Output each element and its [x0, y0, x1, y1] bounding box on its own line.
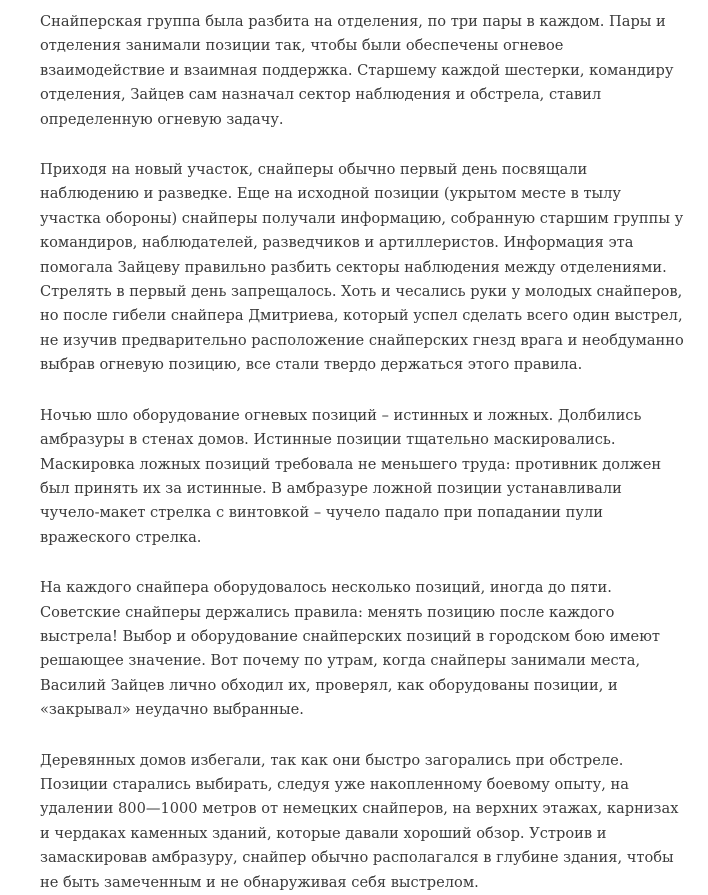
paragraph: Деревянных домов избегали, так как они быстро загорались при обстреле. Позиции старались выбирать, следуя уже накопленному боевому опыту, на удалении 800—1000 метров от немецких снайперов, на верхних этажах, карнизах и чердаках каменных зданий, которые давали хороший обзор. Устроив и замаскировав амбразуру, снайпер обычно располагался в глубине здания, чтобы не быть замеченным и не обнаруживая себя выстрелом.	[40, 751, 679, 891]
paragraph: На каждого снайпера оборудовалось несколько позиций, иногда до пяти. Советские снайперы держались правила: менять позицию после каждого выстрела! Выбор и оборудование снайперских позиций в городском бою имеют решающее значение. Вот почему по утрам, когда снайперы занимали места, Василий Зайцев лично обходил их, проверял, как оборудованы позиции, и «закрывал» неудачно выбранные.	[40, 579, 660, 719]
paragraph: Приходя на новый участок, снайперы обычно первый день посвящали наблюдению и разведке. Еще на исходной позиции (укрытом месте в тылу участка обороны) снайперы получали информацию, собранную старшим группы у командиров, наблюдателей, разведчиков и артиллеристов. Информация эта помогала Зайцеву правильно разбить секторы наблюдения между отделениями. Стрелять в первый день запрещалось. Хоть и чесались руки у молодых снайперов, но после гибели снайпера Дмитриева, который успел сделать всего один выстрел, не изучив предварительно расположение снайперских гнезд врага и необдуманно выбрав огневую позицию, все стали твердо держаться этого правила.	[40, 161, 684, 374]
paragraph: Ночью шло оборудование огневых позиций – истинных и ложных. Долбились амбразуры в стенах домов. Истинные позиции тщательно маскировались. Маскировка ложных позиций требовала не меньшего труда: противник должен был принять их за истинные. В амбразуре ложной позиции устанавливали чучело-макет стрелка с винтовкой – чучело падало при попадании пули вражеского стрелка.	[40, 406, 662, 546]
paragraph: Снайперская группа была разбита на отделения, по три пары в каждом. Пары и отделения занимали позиции так, чтобы были обеспечены огневое взаимодействие и взаимная поддержка. Старшему каждой шестерки, командиру отделения, Зайцев сам назначал сектор наблюдения и обстрела, ставил определенную огневую задачу.	[40, 13, 674, 128]
